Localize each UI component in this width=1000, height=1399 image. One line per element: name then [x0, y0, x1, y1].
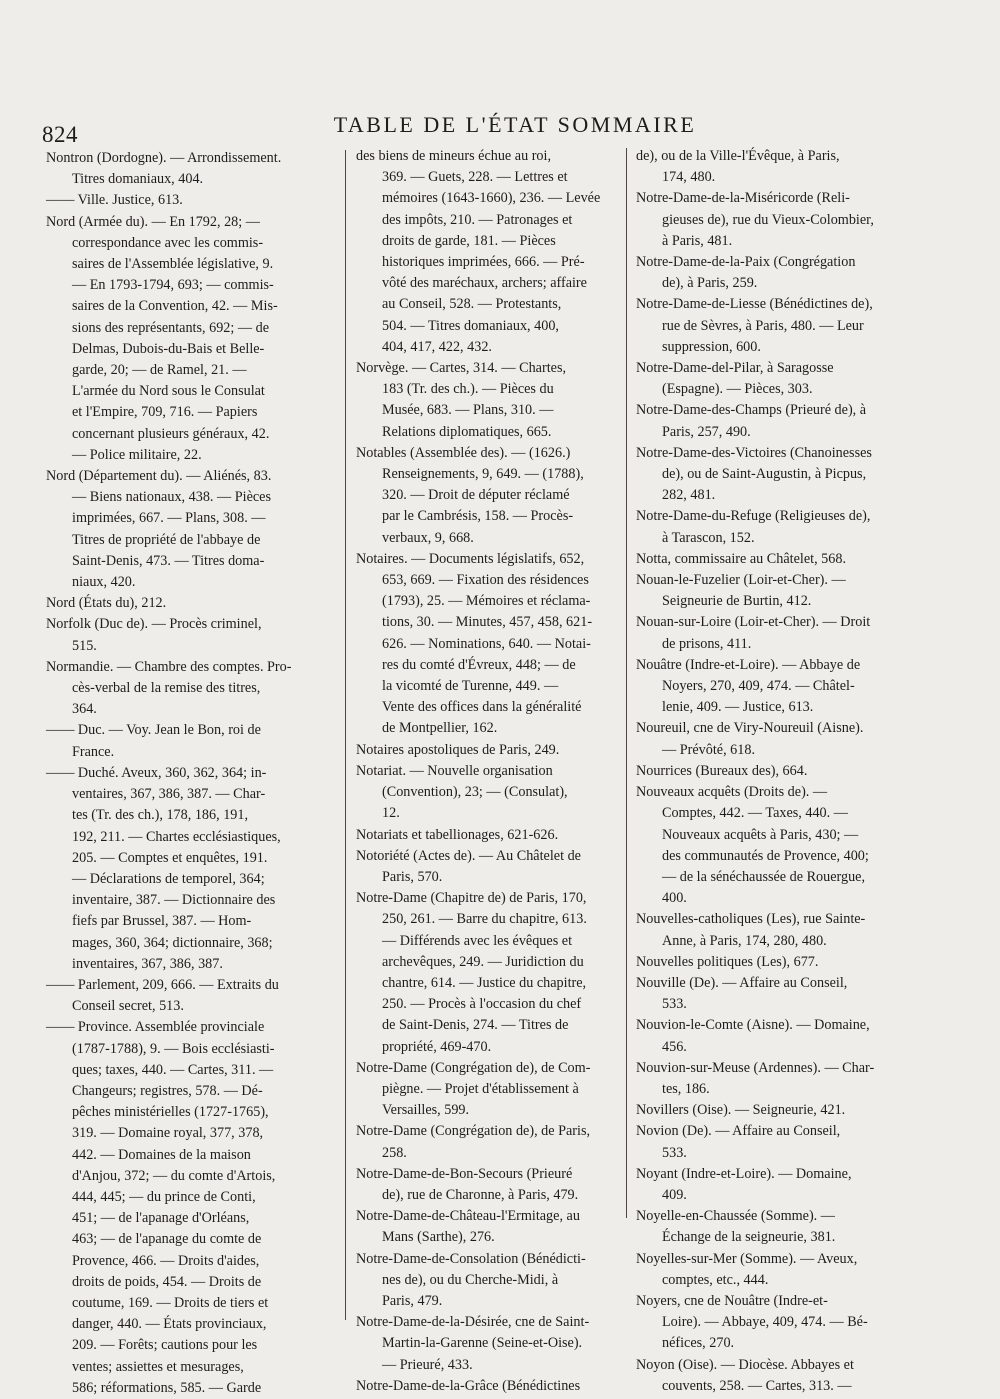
- index-entry-line: Normandie. — Chambre des comptes. Pro-: [46, 658, 292, 675]
- index-entry: [636, 761, 916, 782]
- index-entry-line: Notre-Dame (Chapitre de) de Paris, 170,: [356, 890, 587, 907]
- index-entry-line: de), ou de Saint-Augustin, à Picpus,: [662, 466, 867, 483]
- index-entry-line: (1787-1788), 9. — Bois ecclésiasti-: [72, 1040, 275, 1057]
- index-entry: [636, 655, 916, 719]
- index-entry-line: de), ou de la Ville-l'Évêque, à Paris,: [636, 148, 840, 164]
- index-entry-line: la vicomté de Turenne, 449. —: [382, 678, 559, 695]
- index-entry-line: 515.: [72, 637, 97, 654]
- index-entry-line: historiques imprimées, 666. — Pré-: [382, 254, 585, 271]
- index-entry-line: — Biens nationaux, 438. — Pièces: [72, 489, 271, 506]
- index-entry-line: Musée, 683. — Plans, 310. —: [382, 402, 554, 419]
- index-entry-line: 442. — Domaines de la maison: [72, 1146, 251, 1163]
- index-entry-line: Titres domaniaux, 404.: [72, 171, 204, 188]
- index-entry-line: et l'Empire, 709, 716. — Papiers: [72, 404, 258, 421]
- index-entry-line: des communautés de Provence, 400;: [662, 847, 869, 864]
- index-entry-line: des impôts, 210. — Patronages et: [382, 211, 573, 228]
- index-entry-line: 12.: [382, 805, 400, 822]
- index-entry-line: Vente des offices dans la généralité: [382, 699, 582, 716]
- index-entry-line: 319. — Domaine royal, 377, 378,: [72, 1125, 264, 1142]
- index-entry-line: 409.: [662, 1186, 687, 1203]
- index-entry: [636, 358, 916, 400]
- index-entry: [636, 549, 916, 570]
- index-entry: [356, 1121, 623, 1163]
- index-entry-line: Notre-Dame-de-Consolation (Bénédicti-: [356, 1250, 586, 1267]
- index-entry-line: L'armée du Nord sous le Consulat: [72, 383, 265, 400]
- index-entry-line: 192, 211. — Chartes ecclésiastiques,: [72, 828, 281, 845]
- index-entry-line: à Tarascon, 152.: [662, 529, 755, 546]
- index-entry-line: — Différends avec les évêques et: [382, 932, 573, 949]
- index-entry-line: Notables (Assemblée des). — (1626.): [356, 444, 571, 461]
- index-entry: [46, 190, 338, 211]
- index-entry: [356, 443, 623, 549]
- index-entry-line: France.: [72, 743, 115, 760]
- index-entry-line: de Saint-Denis, 274. — Titres de: [382, 1017, 569, 1034]
- index-entry-line: Nontron (Dordogne). — Arrondissement.: [46, 150, 282, 166]
- index-entry-line: Conseil secret, 513.: [72, 998, 184, 1015]
- index-entry-line: cès-verbal de la remise des titres,: [72, 680, 261, 697]
- index-entry-line: 586; réformations, 585. — Garde: [72, 1379, 262, 1396]
- index-entry-line: 533.: [662, 996, 687, 1013]
- index-entry: [356, 761, 623, 825]
- index-entry-line: Titres de propriété de l'abbaye de: [72, 531, 261, 548]
- index-entry-line: Notre-Dame-de-la-Grâce (Bénédictines: [356, 1377, 581, 1394]
- index-entry-line: 456.: [662, 1038, 687, 1055]
- index-entry-line: à Paris, 481.: [662, 232, 733, 249]
- index-entry-line: Nourrices (Bureaux des), 664.: [636, 762, 808, 779]
- index-entry-line: gieuses de), rue du Vieux-Colombier,: [662, 211, 874, 228]
- index-entry-line: imprimées, 667. — Plans, 308. —: [72, 510, 266, 527]
- index-entry: [356, 146, 623, 358]
- index-entry-line: Notta, commissaire au Châtelet, 568.: [636, 550, 846, 567]
- index-entry-line: 282, 481.: [662, 487, 716, 504]
- index-entry-line: d'Anjou, 372; — du comte d'Artois,: [72, 1167, 276, 1184]
- index-entry-line: 364.: [72, 701, 97, 718]
- index-entry-line: par le Cambrésis, 158. — Procès-: [382, 508, 574, 525]
- index-entry-line: Provence, 466. — Droits d'aides,: [72, 1252, 260, 1269]
- index-entry-line: droits de garde, 181. — Pièces: [382, 232, 556, 249]
- index-entry-line: saires de l'Assemblée législative, 9.: [72, 256, 274, 273]
- index-entry-line: garde, 20; — de Ramel, 21. —: [72, 362, 247, 379]
- index-entry-line: Mans (Sarthe), 276.: [382, 1229, 495, 1246]
- index-entry-line: tes, 186.: [662, 1080, 710, 1097]
- index-entry-line: —— Province. Assemblée provinciale: [46, 1019, 265, 1036]
- index-entry-line: piègne. — Projet d'établissement à: [382, 1080, 579, 1097]
- index-entry-line: 369. — Guets, 228. — Lettres et: [382, 169, 568, 186]
- index-entry-line: Saint-Denis, 473. — Titres doma-: [72, 552, 265, 569]
- index-entry: [636, 1249, 916, 1291]
- index-entry: [46, 720, 338, 762]
- index-entry: [636, 1121, 916, 1163]
- index-column-2: [356, 146, 623, 1397]
- index-entry-line: Noyelle-en-Chaussée (Somme). —: [636, 1208, 835, 1225]
- index-entry-line: Novion (De). — Affaire au Conseil,: [636, 1123, 841, 1140]
- index-entry-line: chantre, 614. — Justice du chapitre,: [382, 974, 587, 991]
- index-entry-line: fiefs par Brussel, 387. — Hom-: [72, 913, 252, 930]
- index-entry: [636, 1206, 916, 1248]
- index-entry: [46, 212, 338, 466]
- index-entry-line: — Police militaire, 22.: [72, 446, 202, 463]
- index-entry-line: ventes; assiettes et mesurages,: [72, 1358, 244, 1375]
- index-entry-line: Nouville (De). — Affaire au Conseil,: [636, 974, 848, 991]
- index-entry-line: 463; — de l'apanage du comte de: [72, 1231, 262, 1248]
- index-entry: [356, 740, 623, 761]
- index-entry-line: 174, 480.: [662, 169, 716, 186]
- index-entry: [636, 909, 916, 951]
- index-entry-line: 404, 417, 422, 432.: [382, 338, 492, 355]
- index-column-1: [46, 148, 338, 1399]
- index-entry-line: Norvège. — Cartes, 314. — Chartes,: [356, 360, 567, 377]
- index-entry-line: (1793), 25. — Mémoires et réclama-: [382, 593, 591, 610]
- index-entry: [46, 593, 338, 614]
- index-entry-line: Notre-Dame (Congrégation de), de Com-: [356, 1059, 591, 1076]
- index-entry-line: Nouâtre (Indre-et-Loire). — Abbaye de: [636, 656, 861, 673]
- index-entry-line: 444, 445; — du prince de Conti,: [72, 1188, 256, 1205]
- index-entry-line: —— Ville. Justice, 613.: [46, 192, 183, 209]
- column-rule-left: [345, 150, 346, 1320]
- index-entry-line: de prisons, 411.: [662, 635, 752, 652]
- index-entry: [356, 549, 623, 740]
- index-entry-line: au Conseil, 528. — Protestants,: [382, 296, 562, 313]
- index-entry-line: —— Duc. — Voy. Jean le Bon, roi de: [46, 722, 261, 739]
- index-entry-line: —— Duché. Aveux, 360, 362, 364; in-: [46, 764, 267, 781]
- index-entry: [46, 466, 338, 593]
- index-entry: [636, 252, 916, 294]
- index-entry-line: 626. — Nominations, 640. — Notai-: [382, 635, 591, 652]
- index-entry-line: Notre-Dame-des-Champs (Prieuré de), à: [636, 402, 867, 419]
- index-entry-line: Anne, à Paris, 174, 280, 480.: [662, 932, 827, 949]
- index-entry: [636, 570, 916, 612]
- index-entry-line: Norfolk (Duc de). — Procès criminel,: [46, 616, 262, 633]
- index-entry-line: Renseignements, 9, 649. — (1788),: [382, 466, 584, 483]
- index-entry-line: Nouvelles-catholiques (Les), rue Sainte-: [636, 911, 866, 928]
- index-entry-line: droits de poids, 454. — Droits de: [72, 1273, 262, 1290]
- index-entry-line: 250, 261. — Barre du chapitre, 613.: [382, 911, 587, 928]
- index-entry-line: néfices, 270.: [662, 1335, 735, 1352]
- index-entry-line: concernant plusieurs généraux, 42.: [72, 425, 270, 442]
- index-entry-line: Notaires apostoliques de Paris, 249.: [356, 741, 560, 758]
- index-entry-line: (Espagne). — Pièces, 303.: [662, 381, 813, 398]
- index-entry-line: des biens de mineurs échue au roi,: [356, 148, 552, 164]
- index-entry: [46, 975, 338, 1017]
- index-entry-line: Noyers, 270, 409, 474. — Châtel-: [662, 678, 855, 695]
- index-entry-line: Notre-Dame-de-la-Miséricorde (Reli-: [636, 190, 850, 207]
- index-entry-line: Loire). — Abbaye, 409, 474. — Bé-: [662, 1314, 868, 1331]
- index-entry-line: Noyant (Indre-et-Loire). — Domaine,: [636, 1165, 852, 1182]
- index-entry-line: de), à Paris, 259.: [662, 275, 758, 292]
- index-entry-line: 400.: [662, 890, 687, 907]
- index-entry: [636, 400, 916, 442]
- index-entry: [636, 1291, 916, 1355]
- index-entry-line: Nouvelles politiques (Les), 677.: [636, 953, 819, 970]
- index-entry: [46, 614, 338, 656]
- index-entry: [636, 1015, 916, 1057]
- index-entry-line: Noyers, cne de Nouâtre (Indre-et-: [636, 1292, 828, 1309]
- index-entry-line: Notre-Dame (Congrégation de), de Paris,: [356, 1123, 591, 1140]
- index-entry-line: Notaires. — Documents législatifs, 652,: [356, 550, 585, 567]
- index-entry: [636, 718, 916, 760]
- index-entry-line: saires de la Convention, 42. — Mis-: [72, 298, 278, 315]
- index-entry-line: res du comté d'Évreux, 448; — de: [382, 656, 576, 673]
- index-entry: [636, 952, 916, 973]
- index-entry-line: tes (Tr. des ch.), 178, 186, 191,: [72, 807, 249, 824]
- index-entry-line: Nord (Armée du). — En 1792, 28; —: [46, 213, 260, 230]
- index-entry-line: mémoires (1643-1660), 236. — Levée: [382, 190, 601, 207]
- index-entry: [46, 657, 338, 721]
- index-entry: [636, 188, 916, 252]
- index-entry-line: rue de Sèvres, à Paris, 480. — Leur: [662, 317, 864, 334]
- index-column-3: [636, 146, 916, 1397]
- index-entry-line: comptes, etc., 444.: [662, 1271, 769, 1288]
- index-entry: [356, 888, 623, 1058]
- index-entry-line: couvents, 258. — Cartes, 313. —: [662, 1377, 852, 1394]
- index-entry: [356, 1376, 623, 1397]
- index-entry-line: — Déclarations de temporel, 364;: [72, 870, 265, 887]
- index-entry-line: Nouan-sur-Loire (Loir-et-Cher). — Droit: [636, 614, 871, 631]
- index-entry-line: Notariat. — Nouvelle organisation: [356, 762, 553, 779]
- index-entry-line: Nouveaux acquêts (Droits de). —: [636, 784, 828, 801]
- index-entry-line: 451; — de l'apanage d'Orléans,: [72, 1210, 250, 1227]
- index-entry: [636, 294, 916, 358]
- index-entry-line: 205. — Comptes et enquêtes, 191.: [72, 849, 268, 866]
- index-entry-line: Notre-Dame-de-Château-l'Ermitage, au: [356, 1208, 580, 1225]
- index-entry-line: Nouveaux acquêts à Paris, 430; —: [662, 826, 859, 843]
- index-entry: [46, 1017, 338, 1399]
- index-entry: [636, 782, 916, 909]
- index-entry-line: sions des représentants, 692; — de: [72, 319, 270, 336]
- index-entry-line: Comptes, 442. — Taxes, 440. —: [662, 805, 848, 822]
- index-entry-line: Noyelles-sur-Mer (Somme). — Aveux,: [636, 1250, 858, 1267]
- index-entry-line: Paris, 479.: [382, 1292, 443, 1309]
- index-entry-line: — Prévôté, 618.: [662, 741, 755, 758]
- index-entry-line: Novillers (Oise). — Seigneurie, 421.: [636, 1102, 846, 1119]
- index-entry-line: Notre-Dame-du-Refuge (Religieuses de),: [636, 508, 871, 525]
- index-entry-line: 183 (Tr. des ch.). — Pièces du: [382, 381, 554, 398]
- index-entry-line: 320. — Droit de députer réclamé: [382, 487, 570, 504]
- index-entry: [636, 612, 916, 654]
- index-entry-line: Notre-Dame-de-Liesse (Bénédictines de),: [636, 296, 873, 313]
- index-entry-line: — En 1793-1794, 693; — commis-: [72, 277, 274, 294]
- index-entry-line: 258.: [382, 1144, 407, 1161]
- index-entry-line: Noureuil, cne de Viry-Noureuil (Aisne).: [636, 720, 864, 737]
- index-entry-line: 250. — Procès à l'occasion du chef: [382, 996, 582, 1013]
- index-entry-line: Versailles, 599.: [382, 1102, 470, 1119]
- index-entry-line: Relations diplomatiques, 665.: [382, 423, 552, 440]
- index-entry: [636, 1355, 916, 1397]
- index-entry-line: Paris, 257, 490.: [662, 423, 751, 440]
- index-entry: [356, 825, 623, 846]
- index-entry-line: —— Parlement, 209, 666. — Extraits du: [46, 976, 279, 993]
- page-number: 824: [42, 122, 78, 147]
- index-entry-line: Nord (États du), 212.: [46, 595, 167, 612]
- index-entry: [636, 443, 916, 507]
- index-entry-line: Notariats et tabellionages, 621-626.: [356, 826, 559, 843]
- index-entry-line: Notre-Dame-del-Pilar, à Saragosse: [636, 360, 834, 377]
- index-entry-line: vôté des maréchaux, archers; affaire: [382, 275, 587, 292]
- index-entry: [636, 146, 916, 188]
- index-entry: [356, 1249, 623, 1313]
- index-entry-line: suppression, 600.: [662, 338, 761, 355]
- index-entry-line: de Montpellier, 162.: [382, 720, 498, 737]
- index-entry: [46, 763, 338, 975]
- index-entry-line: verbaux, 9, 668.: [382, 529, 474, 546]
- index-entry-line: nes de), ou du Cherche-Midi, à: [382, 1271, 559, 1288]
- index-entry-line: Martin-la-Garenne (Seine-et-Oise).: [382, 1335, 583, 1352]
- index-entry: [356, 1206, 623, 1248]
- index-entry-line: ventaires, 367, 386, 387. — Char-: [72, 786, 266, 803]
- index-entry-line: archevêques, 249. — Juridiction du: [382, 953, 584, 970]
- index-entry-line: Nouvion-le-Comte (Aisne). — Domaine,: [636, 1017, 870, 1034]
- index-entry-line: Seigneurie de Burtin, 412.: [662, 593, 812, 610]
- index-entry-line: Nouan-le-Fuzelier (Loir-et-Cher). —: [636, 572, 846, 589]
- index-entry: [356, 358, 623, 443]
- index-entry-line: tions, 30. — Minutes, 457, 458, 621-: [382, 614, 593, 631]
- column-rule-right: [626, 148, 627, 1218]
- index-entry-line: 653, 669. — Fixation des résidences: [382, 572, 589, 589]
- index-entry-line: Notre-Dame-des-Victoires (Chanoinesses: [636, 444, 872, 461]
- index-entry-line: coutume, 169. — Droits de tiers et: [72, 1294, 269, 1311]
- index-entry-line: ques; taxes, 440. — Cartes, 311. —: [72, 1061, 274, 1078]
- index-entry-line: Nouvion-sur-Meuse (Ardennes). — Char-: [636, 1059, 875, 1076]
- index-entry-line: Paris, 570.: [382, 868, 443, 885]
- page-title: TABLE DE L'ÉTAT SOMMAIRE: [333, 112, 697, 137]
- index-entry-line: Changeurs; registres, 578. — Dé-: [72, 1082, 263, 1099]
- index-entry: [356, 1058, 623, 1122]
- index-entry: [636, 1164, 916, 1206]
- index-entry-line: Noyon (Oise). — Diocèse. Abbayes et: [636, 1356, 854, 1373]
- index-entry-line: — Prieuré, 433.: [382, 1356, 473, 1373]
- index-entry-line: de), rue de Charonne, à Paris, 479.: [382, 1186, 579, 1203]
- index-entry-line: lenie, 409. — Justice, 613.: [662, 699, 814, 716]
- index-entry-line: 209. — Forêts; cautions pour les: [72, 1337, 258, 1354]
- index-entry: [46, 148, 338, 190]
- index-entry-line: propriété, 469-470.: [382, 1038, 492, 1055]
- index-entry: [356, 1164, 623, 1206]
- index-entry-line: Notoriété (Actes de). — Au Châtelet de: [356, 847, 581, 864]
- index-entry-line: Échange de la seigneurie, 381.: [662, 1229, 836, 1246]
- index-entry-line: correspondance avec les commis-: [72, 234, 264, 251]
- index-entry-line: 533.: [662, 1144, 687, 1161]
- index-entry: [636, 1100, 916, 1121]
- index-entry-line: Notre-Dame-de-la-Désirée, cne de Saint-: [356, 1314, 590, 1331]
- index-entry: [636, 1058, 916, 1100]
- index-entry: [356, 1312, 623, 1376]
- index-entry-line: mages, 360, 364; dictionnaire, 368;: [72, 934, 273, 951]
- index-entry-line: 504. — Titres domaniaux, 400,: [382, 317, 559, 334]
- index-entry: [636, 506, 916, 548]
- index-entry-line: Nord (Département du). — Aliénés, 83.: [46, 468, 272, 485]
- index-entry-line: (Convention), 23; — (Consulat),: [382, 784, 568, 801]
- index-entry-line: Notre-Dame-de-Bon-Secours (Prieuré: [356, 1165, 573, 1182]
- index-entry: [356, 846, 623, 888]
- index-entry-line: danger, 440. — États provinciaux,: [72, 1316, 267, 1333]
- index-entry: [636, 973, 916, 1015]
- index-entry-line: — de la sénéchaussée de Rouergue,: [662, 868, 866, 885]
- index-entry-line: inventaires, 367, 386, 387.: [72, 955, 223, 972]
- index-entry-line: niaux, 420.: [72, 574, 136, 591]
- index-entry-line: Delmas, Dubois-du-Bais et Belle-: [72, 340, 265, 357]
- index-entry-line: pêches ministérielles (1727-1765),: [72, 1104, 269, 1121]
- index-entry-line: inventaire, 387. — Dictionnaire des: [72, 892, 276, 909]
- index-entry-line: Notre-Dame-de-la-Paix (Congrégation: [636, 254, 856, 271]
